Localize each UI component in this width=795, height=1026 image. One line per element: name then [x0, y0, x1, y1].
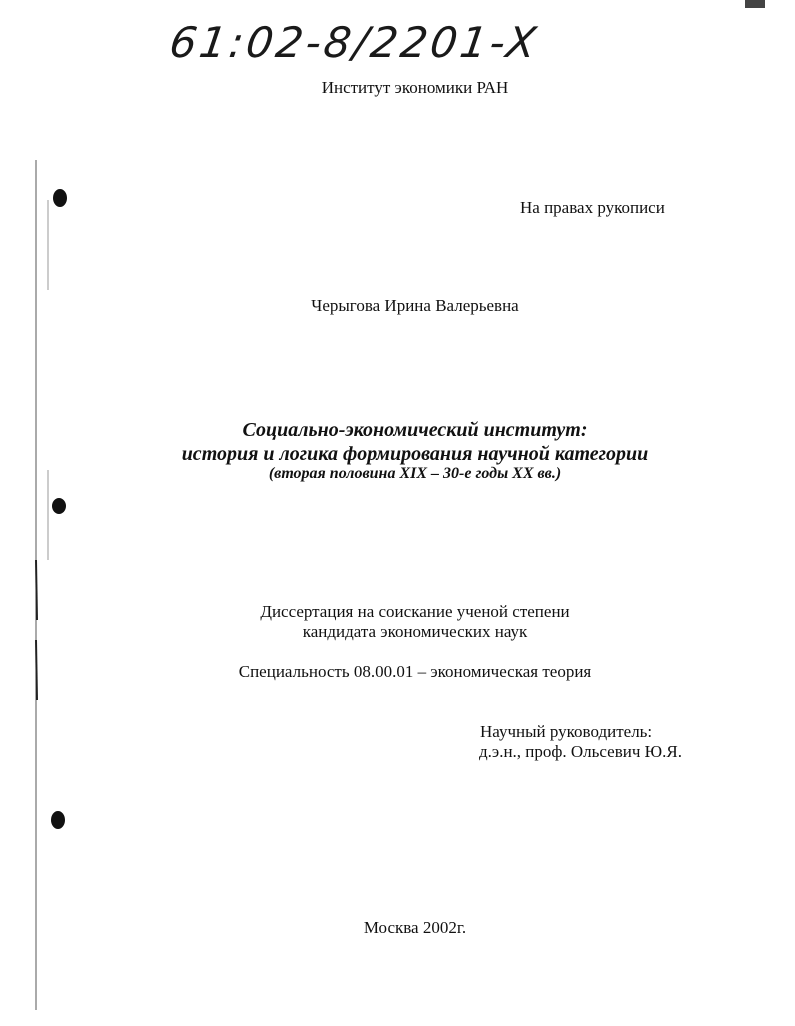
dissertation-line-2: кандидата экономических наук: [302, 622, 528, 641]
archive-code-handwritten: 61:02-8/2201-X: [166, 18, 542, 67]
manuscript-rights-note: На правах рукописи: [520, 198, 665, 217]
author-name: Черыгова Ирина Валерьевна: [311, 296, 519, 315]
punch-hole-icon: [53, 189, 67, 207]
dissertation-line-1: Диссертация на соискание ученой степени: [260, 602, 570, 621]
institute-name: Институт экономики РАН: [321, 78, 509, 97]
supervisor-name: д.э.н., проф. Ольсевич Ю.Я.: [479, 742, 682, 761]
title-line-2: история и логика формирования научной категории: [181, 443, 649, 465]
place-year: Москва 2002г.: [363, 918, 467, 937]
scan-binding-edge: [0, 0, 80, 1026]
title-line-1: Социально-экономический институт:: [242, 419, 588, 441]
specialty: Специальность 08.00.01 – экономическая теория: [238, 662, 592, 681]
punch-hole-icon: [52, 498, 66, 514]
supervisor-label: Научный руководитель:: [480, 722, 653, 741]
title-line-3: (вторая половина XIX – 30-е годы XX вв.): [268, 465, 562, 482]
punch-hole-icon: [51, 811, 65, 829]
scan-corner-mark: [745, 0, 765, 8]
